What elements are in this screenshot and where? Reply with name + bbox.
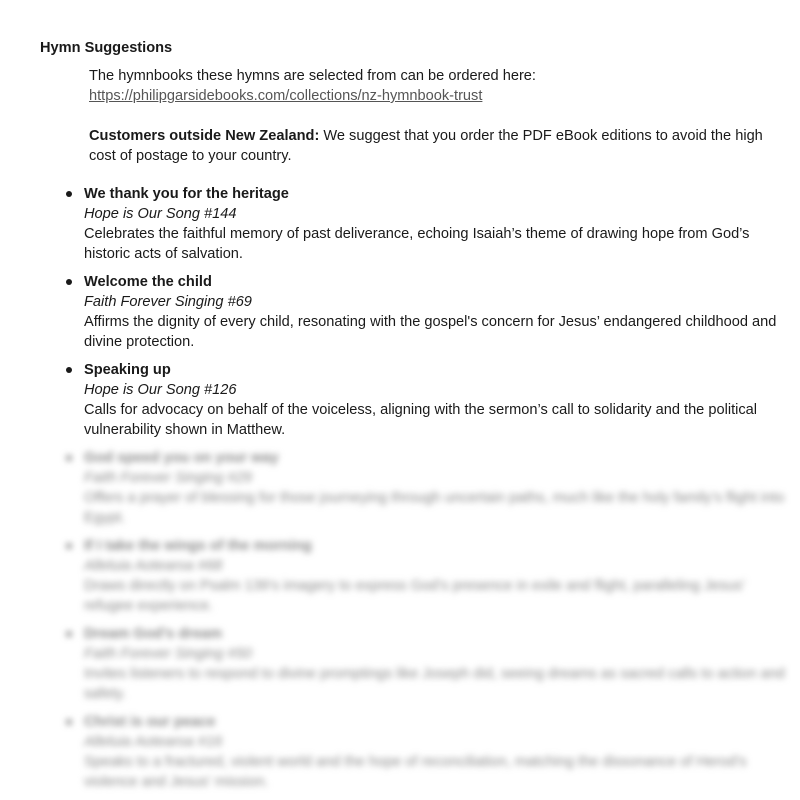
list-item <box>40 536 785 616</box>
hymn-description: Draws directly on Psalm 139’s imagery to express God’s presence in exile and flight, paralleling Jesus’ refugee experience. <box>84 578 745 614</box>
shipping-notice <box>89 126 785 166</box>
hymn-title: Christ is our peace <box>84 714 216 730</box>
hymn-title: God speed you on your way <box>84 450 279 466</box>
intro-text: The hymnbooks these hymns are selected from can be ordered here: <box>89 68 536 84</box>
list-item <box>40 624 785 704</box>
bullet-icon <box>66 543 72 549</box>
hymnbook-link[interactable]: https://philipgarsidebooks.com/collections/nz-hymnbook-trust <box>89 88 483 104</box>
hymn-source: Alleluia Aotearoa #68 <box>84 558 223 574</box>
hymn-source: Hope is Our Song #126 <box>84 382 237 398</box>
hymn-title: We thank you for the heritage <box>84 186 289 202</box>
hymn-description: Calls for advocacy on behalf of the voiceless, aligning with the sermon’s call to solidarity and the political vulnerability shown in Matthew. <box>84 402 758 438</box>
hymn-description: Speaks to a fractured, violent world and the hope of reconciliation, matching the dissonance of Herod’s violence and Jesus’ mission. <box>84 754 747 790</box>
list-item <box>40 712 785 792</box>
list-item <box>40 184 785 264</box>
page-title: Hymn Suggestions <box>40 40 173 56</box>
bullet-icon <box>66 279 72 285</box>
hymn-source: Faith Forever Singing #69 <box>84 294 252 310</box>
hymn-source: Faith Forever Singing #29 <box>84 470 252 486</box>
notice-label: Customers outside New Zealand: <box>89 128 320 144</box>
notice-text: We suggest that you order the PDF eBook editions to avoid the high cost of postage to your country. <box>89 128 763 164</box>
hymn-title: If I take the wings of the morning <box>84 538 312 554</box>
hymn-title: Welcome the child <box>84 274 212 290</box>
list-item <box>40 272 785 352</box>
hymn-source: Alleluia Aotearoa #16 <box>84 734 223 750</box>
hymn-title: Dream God’s dream <box>84 626 223 642</box>
document <box>40 38 785 800</box>
bullet-icon <box>66 191 72 197</box>
bullet-icon <box>66 631 72 637</box>
hymn-source: Faith Forever Singing #50 <box>84 646 252 662</box>
bullet-icon <box>66 455 72 461</box>
hymn-list <box>40 184 785 792</box>
list-item <box>40 448 785 528</box>
bullet-icon <box>66 367 72 373</box>
hymn-source: Hope is Our Song #144 <box>84 206 237 222</box>
intro-block <box>89 66 785 166</box>
hymn-description: Offers a prayer of blessing for those journeying through uncertain paths, much like the holy family’s flight into Egypt. <box>84 490 785 526</box>
hymn-title: Speaking up <box>84 362 171 378</box>
bullet-icon <box>66 719 72 725</box>
hymn-description: Invites listeners to respond to divine promptings like Joseph did, seeing dreams as sacred calls to action and safety. <box>84 666 785 702</box>
hymn-description: Affirms the dignity of every child, resonating with the gospel's concern for Jesus’ endangered childhood and divine protection. <box>84 314 777 350</box>
list-item <box>40 360 785 440</box>
hymn-description: Celebrates the faithful memory of past deliverance, echoing Isaiah’s theme of drawing hope from God’s historic acts of salvation. <box>84 226 750 262</box>
